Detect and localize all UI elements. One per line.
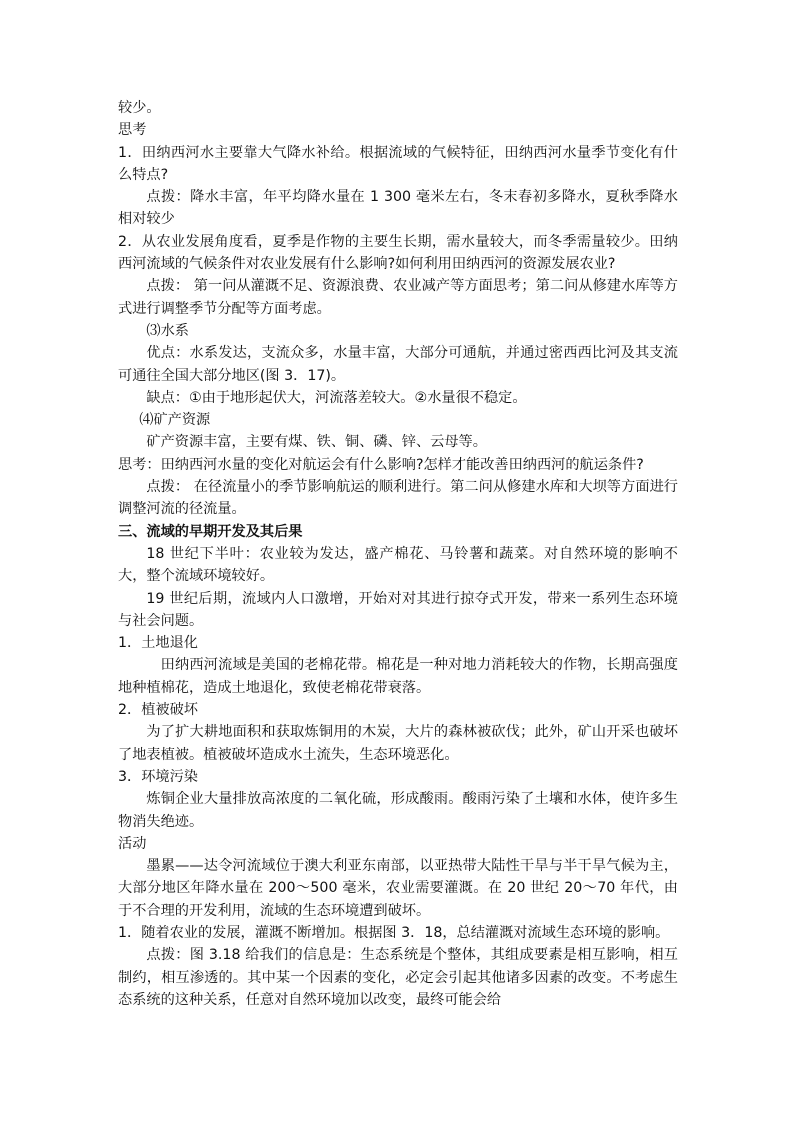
hint-2: 点拨： 第一问从灌溉不足、资源浪费、农业减产等方面思考；第二问从修建水库等方式进行调整季节分配等方面考虑。 <box>118 278 678 317</box>
water-system-disadvantages: 缺点：①由于地形起伏大，河流落差较大。②水量很不稳定。 <box>146 389 527 406</box>
pollution-text: 炼铜企业大量排放高浓度的二氧化硫，形成酸雨。酸雨污染了土壤和水体，使许多生物消失绝迹。 <box>118 791 678 830</box>
hint-shipping: 点拨： 在径流量小的季节影响航运的顺利进行。第二问从修建水库和大坝等方面进行调整河流的径流量。 <box>118 479 678 518</box>
subheading-pollution: 3．环境污染 <box>118 768 198 785</box>
section-heading-3: 三、流域的早期开发及其后果 <box>118 523 303 540</box>
question-1: 1．田纳西河水主要靠大气降水补给。根据流域的气候特征，田纳西河水量季节变化有什么特点? <box>118 144 678 183</box>
question-shipping: 思考：田纳西河水量的变化对航运会有什么影响?怎样才能改善田纳西河的航运条件? <box>118 456 644 473</box>
vegetation-text: 为了扩大耕地面积和获取炼铜用的木炭，大片的森林被砍伐；此外，矿山开采也破坏了地表植被。植被破坏造成水土流失，生态环境恶化。 <box>118 724 678 763</box>
paragraph-18th-century: 18 世纪下半叶：农业较为发达，盛产棉花、马铃薯和蔬菜。对自然环境的影响不大，整个流域环境较好。 <box>118 545 678 585</box>
minerals-text: 矿产资源丰富，主要有煤、铁、铜、磷、锌、云母等。 <box>146 434 487 451</box>
heading-think: 思考 <box>118 122 147 139</box>
question-2: 2．从农业发展角度看，夏季是作物的主要生长期，需水量较大，而冬季需量较少。田纳西河流域的气候条件对农业发展有什么影响?如何利用田纳西河的资源发展农业? <box>118 233 678 273</box>
subheading-minerals: ⑷矿产资源 <box>139 412 211 429</box>
water-system-advantages: 优点：水系发达，支流众多，水量丰富，大部分可通航，并通过密西西比河及其支流可通往全国大部分地区(图 3．17)。 <box>118 345 678 384</box>
activity-intro: 墨累——达令河流域位于澳大利亚东南部，以亚热带大陆性干旱与半干旱气候为主，大部分地区年降水量在 200～500 毫米，农业需要灌溉。在 20 世纪 20～70 年代，由于不合理的开发利用，流域的生态环境遭到破坏。 <box>118 858 678 919</box>
paragraph-19th-century: 19 世纪后期，流域内人口激增，开始对对其进行掠夺式开发，带来一系列生态环境与社会问题。 <box>118 590 678 629</box>
subheading-land-degradation: 1．土地退化 <box>118 635 198 652</box>
heading-activity: 活动 <box>118 835 147 852</box>
hint-1: 点拨：降水丰富，年平均降水量在 1 300 毫米左右，冬末春初多降水，夏秋季降水相对较少 <box>118 189 678 228</box>
activity-hint-1: 点拨：图 3.18 给我们的信息是：生态系统是个整体，其组成要素是相互影响，相互制约，相互渗透的。其中某一个因素的变化，必定会引起其他诸多因素的改变。不考虑生态系统的这种关系，任意对自然环境加以改变，最终可能会给 <box>118 947 678 1008</box>
paragraph-continuation: 较少。 <box>118 100 161 116</box>
document-page <box>118 97 678 1011</box>
subheading-water-system: ⑶水系 <box>146 322 189 339</box>
land-degradation-text: 田纳西河流域是美国的老棉花带。棉花是一种对地力消耗较大的作物，长期高强度地种植棉花，造成土地退化，致使老棉花带衰落。 <box>118 657 678 696</box>
activity-question-1: 1．随着农业的发展，灌溉不断增加。根据图 3．18，总结灌溉对流域生态环境的影响。 <box>118 924 670 941</box>
subheading-vegetation: 2．植被破坏 <box>118 702 198 719</box>
